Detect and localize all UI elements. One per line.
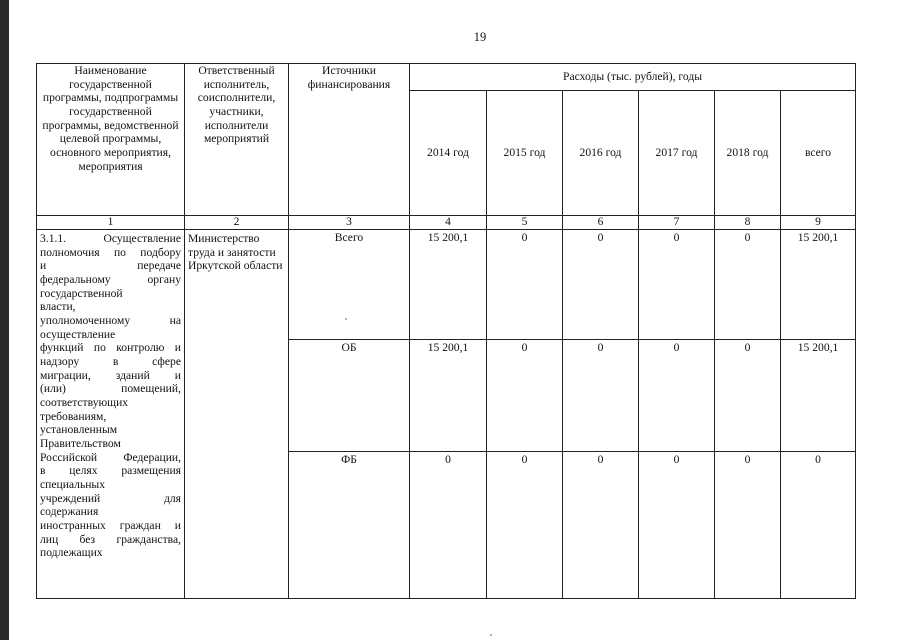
activity-line: в целях размещения [40, 464, 181, 478]
activity-line: полномочия по подбору [40, 245, 181, 259]
activity-line: учреждений для [40, 491, 181, 505]
header-executor: Ответственный исполнитель, соисполнители, участники, исполнители мероприятий [185, 64, 289, 216]
value-cell: 0 [487, 230, 563, 340]
value-cell: 0 [715, 452, 781, 599]
activity-line: 3.1.1. Осуществление [40, 232, 181, 245]
activity-line: функций по контролю и [40, 341, 181, 355]
activity-line: надзору в сфере [40, 355, 181, 369]
column-number: 1 [37, 216, 185, 230]
value-cell: 0 [781, 452, 856, 599]
header-total: всего [781, 91, 856, 216]
activity-line: содержания [40, 505, 99, 519]
activity-line: специальных [40, 478, 106, 492]
table-row [37, 230, 856, 340]
activity-line: федеральному органу [40, 273, 181, 287]
header-year-2015: 2015 год [487, 91, 563, 216]
header-program-name: Наименование государственной программы, подпрограммы государственной программы, ведомственной целевой программы, основного мероприятия, мероприятия [37, 64, 185, 216]
activity-line: власти, [40, 300, 76, 314]
header-row [37, 64, 856, 91]
scan-speck [490, 634, 492, 636]
activity-line: лиц без гражданства, [40, 532, 181, 546]
header-year-2016: 2016 год [563, 91, 639, 216]
page-number: 19 [473, 30, 487, 44]
activity-description [37, 230, 185, 599]
value-cell: 15 200,1 [410, 230, 487, 340]
activity-line: и передаче [40, 259, 181, 273]
value-cell: 0 [639, 340, 715, 452]
activity-line: установленным [40, 423, 118, 437]
funding-source-federal: ФБ [289, 452, 410, 599]
activity-line: (или) помещений, [40, 382, 181, 396]
column-number: 9 [781, 216, 856, 230]
activity-line: миграции, зданий и [40, 368, 181, 382]
column-number: 7 [639, 216, 715, 230]
header-year-2018: 2018 год [715, 91, 781, 216]
funding-source-total: Всего [289, 230, 410, 340]
funding-source-regional: ОБ [289, 340, 410, 452]
activity-line: уполномоченному на [40, 314, 181, 328]
header-year-2017: 2017 год [639, 91, 715, 216]
value-cell: 0 [715, 230, 781, 340]
value-cell: 0 [563, 452, 639, 599]
column-number: 8 [715, 216, 781, 230]
header-funding-source: Источники финансирования [289, 64, 410, 216]
value-cell: 0 [639, 452, 715, 599]
activity-line: иностранных граждан и [40, 519, 181, 533]
activity-line: Правительством [40, 437, 121, 451]
column-number: 5 [487, 216, 563, 230]
header-year-2014: 2014 год [410, 91, 487, 216]
column-numbers-row [37, 216, 856, 230]
column-number: 3 [289, 216, 410, 230]
activity-line: требованиям, [40, 409, 107, 423]
value-cell: 15 200,1 [781, 340, 856, 452]
value-cell: 0 [487, 340, 563, 452]
executor-cell: Министерство труда и занятости Иркутской области [185, 230, 289, 599]
activity-line: соответствующих [40, 396, 129, 410]
activity-line: Российской Федерации, [40, 450, 181, 464]
activity-line: государственной [40, 286, 123, 300]
column-number: 2 [185, 216, 289, 230]
activity-line: подлежащих [40, 546, 103, 560]
value-cell: 0 [563, 230, 639, 340]
scan-speck [345, 318, 347, 320]
activity-line: осуществление [40, 327, 116, 341]
column-number: 4 [410, 216, 487, 230]
value-cell: 0 [563, 340, 639, 452]
value-cell: 0 [487, 452, 563, 599]
value-cell: 15 200,1 [410, 340, 487, 452]
scan-edge [0, 0, 9, 640]
value-cell: 15 200,1 [781, 230, 856, 340]
column-number: 6 [563, 216, 639, 230]
header-expenses-group: Расходы (тыс. рублей), годы [410, 64, 856, 91]
budget-table [36, 63, 856, 599]
value-cell: 0 [410, 452, 487, 599]
value-cell: 0 [639, 230, 715, 340]
value-cell: 0 [715, 340, 781, 452]
